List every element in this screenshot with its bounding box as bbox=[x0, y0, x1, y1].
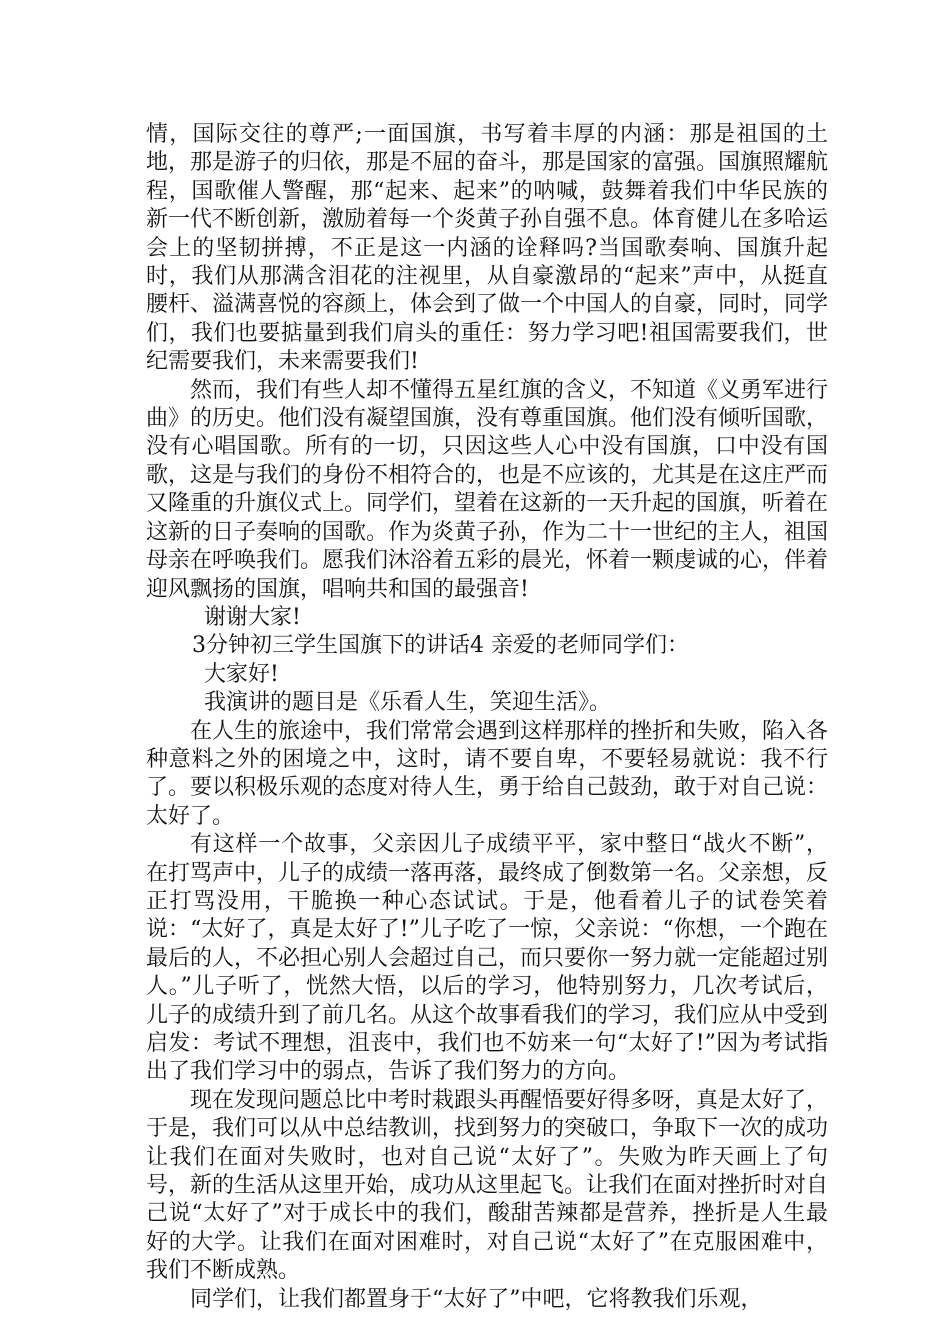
paragraph-greeting: 大家好! bbox=[204, 661, 279, 687]
paragraph-lessons: 现在发现问题总比中考时栽跟头再醒悟要好得多呀，真是太好了，于是，我们可以从中总结教训，找到努力的突破口，争取下一次的成功让我们在面对失败时，也对自己说“太好了”。失败为昨天画上了句号，新的生活从这里开始，成功从这里起飞。让我们在面对挫折时对自己说“太好了”对于成长中的我们，酸甜苦辣都是营养，挫折是人生最好的大学。让我们在面对困难时，对自己说“太好了”在克服困难中，我们不断成熟。 bbox=[146, 1087, 829, 1284]
paragraph-thanks: 谢谢大家! bbox=[204, 604, 301, 630]
paragraph-life-journey: 在人生的旅途中，我们常常会遇到这样那样的挫折和失败，陷入各种意料之外的困境之中，这时，请不要自卑，不要轻易就说：我不行了。要以积极乐观的态度对待人生，勇于给自己鼓劲，敢于对自己说：太好了。 bbox=[146, 718, 829, 829]
speech-heading: 3分钟初三学生国旗下的讲话4 亲爱的老师同学们： bbox=[192, 633, 689, 659]
paragraph-flag-meaning: 然而，我们有些人却不懂得五星红旗的含义，不知道《义勇军进行曲》的历史。他们没有凝望国旗，没有尊重国旗。他们没有倾听国歌，没有心唱国歌。所有的一切，只因这些人心中没有国旗，口中没有国歌，这是与我们的身份不相符合的，也是不应该的，尤其是在这庄严而又隆重的升旗仪式上。同学们，望着在这新的一天升起的国旗，听着在这新的日子奏响的国歌。作为炎黄子孙，作为二十一世纪的主人，祖国母亲在呼唤我们。愿我们沐浴着五彩的晨光，怀着一颗虔诚的心，伴着迎风飘扬的国旗，唱响共和国的最强音! bbox=[146, 377, 829, 602]
paragraph-continuation: 情，国际交往的尊严;一面国旗，书写着丰厚的内涵：那是祖国的土地，那是游子的归依，那是不屈的奋斗，那是国家的富强。国旗照耀航程，国歌催人警醒，那“起来、起来”的呐喊，鼓舞着我们中华民族的新一代不断创新，激励着每一个炎黄子孙自强不息。体育健儿在多哈运会上的坚韧拼搏，不正是这一内涵的诠释吗?当国歌奏响、国旗升起时，我们从那满含泪花的注视里，从自豪激昂的“起来”声中，从挺直腰杆、溢满喜悦的容颜上，体会到了做一个中国人的自豪，同时，同学们，我们也要掂量到我们肩头的重任：努力学习吧!祖国需要我们，世纪需要我们，未来需要我们! bbox=[146, 122, 829, 375]
paragraph-speech-title: 我演讲的题目是《乐看人生，笑迎生活》。 bbox=[204, 690, 612, 716]
paragraph-closing: 同学们，让我们都置身于“太好了”中吧，它将教我们乐观， bbox=[190, 1286, 763, 1312]
paragraph-story: 有这样一个故事，父亲因儿子成绩平平，家中整日“战火不断”，在打骂声中，儿子的成绩一落再落，最终成了倒数第一名。父亲想，反正打骂没用，干脆换一种心态试试。于是，他看着儿子的试卷笑着说：“太好了，真是太好了!”儿子吃了一惊，父亲说：“你想，一个跑在最后的人，不必担心别人会超过自己，而只要你一努力就一定能超过别人。”儿子听了，恍然大悟，以后的学习，他特别努力，几次考试后，儿子的成绩升到了前几名。从这个故事看我们的学习，我们应从中受到启发：考试不理想，沮丧中，我们也不妨来一句“太好了!”因为考试指出了我们学习中的弱点，告诉了我们努力的方向。 bbox=[146, 832, 829, 1085]
body-text bbox=[146, 121, 828, 1314]
